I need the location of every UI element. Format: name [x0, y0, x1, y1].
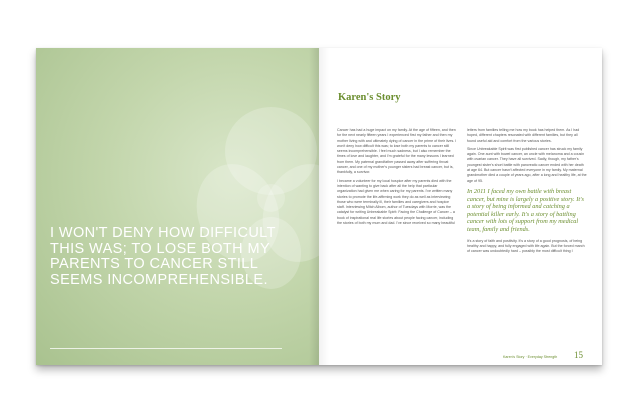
text-column-left	[337, 128, 457, 229]
highlighted-quote: In 2011 I faced my own battle with breast cancer, but mine is largely a positive story. It's a story of being informed and catching a potential killer early. It's a story of battling cancer with lots of support from my medical team, family and friends.	[467, 187, 584, 233]
quote-divider	[50, 348, 282, 349]
left-page	[36, 48, 319, 365]
paragraph: I became a volunteer for my local hospice after my parents died with the intention of wanting to give back after all the help that particular organization had given me when caring for my parents. I've written many stories to promote the life-affirming work they do as well as interviewing those who were terminally ill, their families and caregivers and hospice staff. Interviewing Mitch Albom, author of Tuesdays with Morrie, was the catalyst for writing Unbreakable Spirit: Facing the Challenge of Cancer – a book of inspirational real life stories about people facing cancer, including the stories of both my mum and dad. I've since received so many beautiful	[337, 178, 455, 226]
book-gutter	[309, 48, 329, 365]
paragraph: Cancer has had a huge impact on my family. At the age of fifteen, and then for the next nearly fifteen years I experienced first my father and then my mother living with and ultimately dying of cancer in the prime of their lives. I won't deny how difficult this was; to lose both my parents to cancer still seems incomprehensible. I feel much sadness, but I also remember the times of love and laughter, and I'm grateful for the many lessons I learned from them. My paternal grandfather passed away after suffering throat cancer, and one of my mother's younger sisters had breast cancer, but is, thankfully, a survivor.	[337, 128, 457, 175]
story-title: Karen's Story	[338, 92, 401, 103]
running-footer: Karen's Story · Everyday Strength	[503, 355, 558, 359]
paragraph: It's a story of faith and positivity. It's a story of a good prognosis, of being healthy and happy, and fully engaged with life again. But the forced march of cancer was undoubtedly hard – possibly the most difficult thing I	[467, 238, 585, 254]
pull-quote: I WON'T DENY HOW DIFFICULT THIS WAS; TO LOSE BOTH MY PARENTS TO CANCER STILL SEEMS INCOMPREHENSIBLE.	[50, 225, 276, 288]
right-page	[319, 48, 602, 365]
paragraph: letters from families telling me how my book has helped them. As I had hoped, different chapters resonated with different families, but they all found useful aid and comfort from the various stories.	[467, 128, 580, 143]
text-column-right	[467, 128, 587, 257]
page-number: 15	[574, 350, 583, 360]
paragraph: Since Unbreakable Spirit was first published cancer has struck my family again. One aunt with bowel cancer, an uncle with melanoma and a cousin with ovarian cancer. They have all survived. Sadly, though, my father's youngest sister's short battle with pancreatic cancer ended with her death at age 64. But cancer hasn't affected everyone in my family. My maternal grandmother died a couple of years ago, after a long and healthy life, at the age of 95.	[467, 146, 587, 183]
book-spread	[36, 48, 602, 365]
